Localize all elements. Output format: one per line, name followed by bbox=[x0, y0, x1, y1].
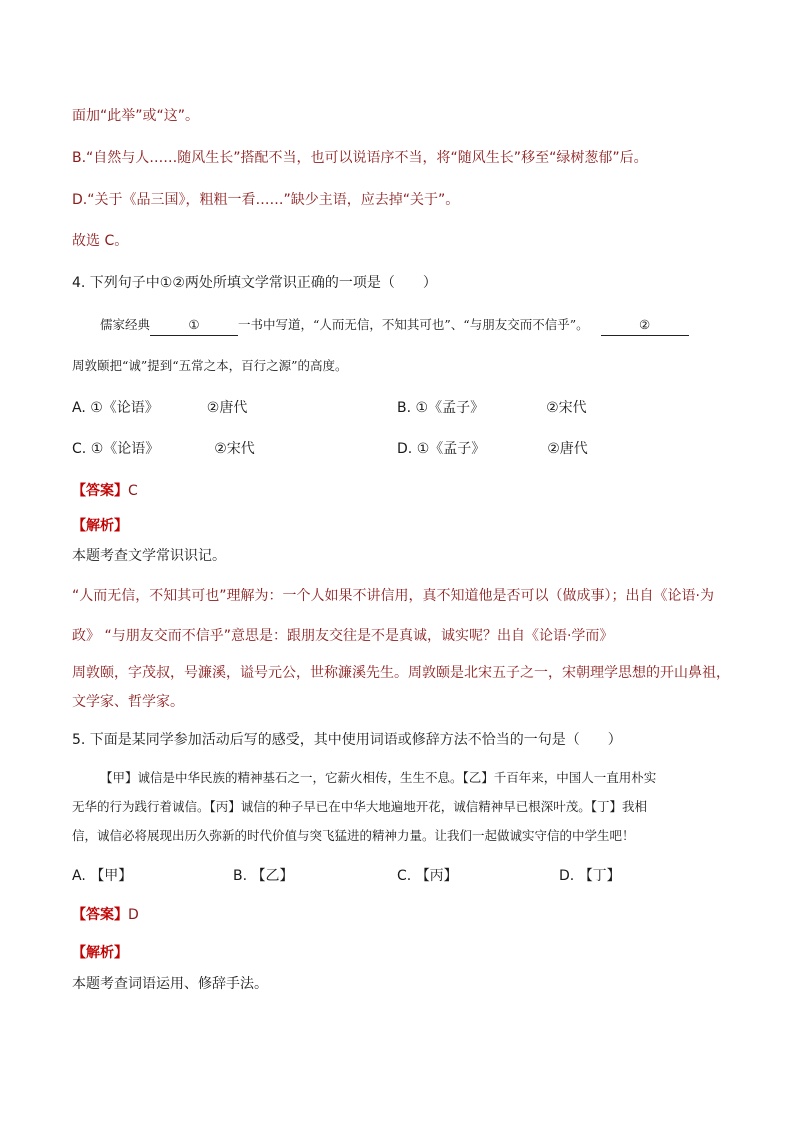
question-4-analysis-line-2: “人而无信，不知其可也”理解为：一个人如果不讲信用，真不知道他是否可以（做成事）；出自《论语·为 bbox=[72, 588, 714, 604]
question-4-option-d: D. ①《孟子》 ②唐代 bbox=[397, 441, 588, 457]
question-5-answer bbox=[72, 905, 139, 925]
prev-conclusion: 故选 C。 bbox=[72, 233, 129, 249]
blank-2: ② bbox=[601, 315, 689, 336]
question-5-passage-line-1: 【甲】诚信是中华民族的精神基石之一，它薪火相传，生生不息。【乙】千百年来，中国人一直用朴实 bbox=[100, 770, 657, 785]
question-4-stem: 4. 下列句子中①②两处所填文学常识正确的一项是（ ） bbox=[72, 275, 437, 291]
question-4-analysis-label: 【解析】 bbox=[72, 518, 128, 534]
question-4-analysis-line-3: 政》 “与朋友交而不信乎”意思是：跟朋友交往是不是真诚，诚实呢？出自《论语·学而》 bbox=[72, 628, 614, 644]
question-4-option-a: A. ①《论语》 ②唐代 bbox=[72, 400, 248, 416]
prev-analysis-line-2: B.“自然与人……随风生长”搭配不当，也可以说语序不当，将“随风生长”移至“绿树葱郁”后。 bbox=[72, 150, 648, 166]
answer-label: 【答案】 bbox=[72, 907, 128, 923]
prev-analysis-line-1: 面加“此举”或“这”。 bbox=[72, 108, 200, 124]
question-4-option-c: C. ①《论语》 ②宋代 bbox=[72, 441, 255, 457]
question-5-option-b: B. 【乙】 bbox=[233, 868, 294, 884]
question-5-stem: 5. 下面是某同学参加活动后写的感受，其中使用词语或修辞方法不恰当的一句是（ ） bbox=[72, 732, 622, 748]
sentence-part-b: 一书中写道，“人而无信，不知其可也”、“与朋友交而不信乎”。 bbox=[238, 317, 589, 332]
question-5-analysis-label: 【解析】 bbox=[72, 945, 128, 961]
answer-value: C bbox=[128, 483, 138, 499]
answer-label: 【答案】 bbox=[72, 483, 128, 499]
question-5-passage-line-2: 无华的行为践行着诚信。【丙】诚信的种子早已在中华大地遍地开花，诚信精神早已根深叶茂。【丁】我相 bbox=[72, 799, 648, 814]
question-5-option-d: D. 【丁】 bbox=[559, 868, 621, 884]
answer-value: D bbox=[128, 907, 139, 923]
question-4-sentence-line-1 bbox=[100, 315, 689, 336]
question-4-analysis-line-4: 周敦颐，字茂叔，号濂溪，谥号元公，世称濂溪先生。周敦颐是北宋五子之一，宋朝理学思想的开山鼻祖， bbox=[72, 665, 730, 681]
question-4-analysis-line-1: 本题考查文学常识识记。 bbox=[72, 548, 226, 564]
question-4-answer bbox=[72, 481, 138, 501]
sentence-part-a: 儒家经典 bbox=[100, 317, 151, 332]
blank-1: ① bbox=[150, 315, 238, 336]
question-4-option-b: B. ①《孟子》 ②宋代 bbox=[397, 400, 587, 416]
question-4-analysis-line-5: 文学家、哲学家。 bbox=[72, 694, 184, 710]
prev-analysis-line-3: D.“关于《品三国》，粗粗一看……”缺少主语，应去掉“关于”。 bbox=[72, 192, 460, 208]
question-4-sentence-line-2: 周敦颐把“诚”提到“五常之本，百行之源”的高度。 bbox=[72, 358, 348, 373]
question-5-option-c: C. 【丙】 bbox=[397, 868, 458, 884]
question-5-analysis-line-1: 本题考查词语运用、修辞手法。 bbox=[72, 976, 268, 992]
question-5-passage-line-3: 信，诚信必将展现出历久弥新的时代价值与突飞猛进的精神力量。让我们一起做诚实守信的中学生吧！ bbox=[72, 828, 635, 843]
question-5-option-a: A. 【甲】 bbox=[72, 868, 133, 884]
